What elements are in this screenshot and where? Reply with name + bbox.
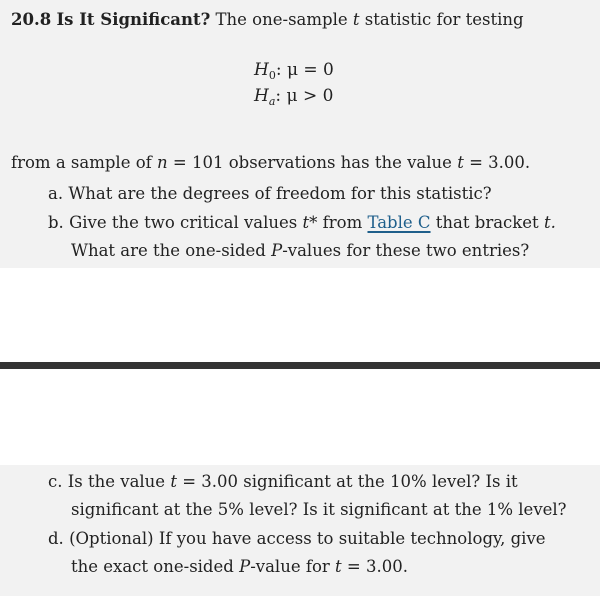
part-b-from: from bbox=[322, 213, 363, 232]
part-d-line2-mid: -value for bbox=[250, 557, 330, 576]
part-a-label: a. bbox=[48, 184, 64, 203]
h0-rest: : μ = 0 bbox=[275, 60, 334, 80]
sample-n: n bbox=[157, 153, 168, 172]
part-b-t: t. bbox=[543, 213, 556, 232]
part-c-t: t bbox=[170, 472, 177, 491]
part-d-line2-pre: the exact one-sided bbox=[71, 557, 234, 576]
problem-title: Is It Significant? bbox=[56, 10, 211, 29]
intro-t: t bbox=[352, 10, 360, 29]
part-d-label: d. bbox=[48, 529, 64, 548]
part-d-line2-post: = 3.00. bbox=[346, 557, 408, 576]
alternative-hypothesis bbox=[254, 85, 333, 109]
sample-post: = 3.00. bbox=[469, 153, 531, 172]
part-a-text: What are the degrees of freedom for this statistic? bbox=[68, 184, 492, 203]
part-c bbox=[48, 471, 518, 493]
part-b-line2 bbox=[71, 240, 529, 262]
part-b-line2-pre: What are the one-sided bbox=[71, 241, 266, 260]
part-c-pre: Is the value bbox=[67, 472, 166, 491]
sample-pre: from a sample of bbox=[11, 153, 152, 172]
intro-post: statistic for testing bbox=[364, 10, 524, 29]
sample-line bbox=[11, 152, 530, 174]
part-c-line2 bbox=[71, 499, 567, 521]
part-d-text: (Optional) If you have access to suitable technology, give bbox=[69, 529, 546, 548]
part-c-label: c. bbox=[48, 472, 63, 491]
sample-t: t bbox=[457, 153, 464, 172]
sample-mid: = 101 observations has the value bbox=[172, 153, 452, 172]
part-b-line2-post: -values for these two entries? bbox=[282, 241, 530, 260]
section-divider bbox=[0, 362, 600, 369]
part-b-label: b. bbox=[48, 213, 64, 232]
h0-var: H bbox=[254, 60, 269, 80]
ha-var: H bbox=[254, 86, 269, 106]
part-d-line2 bbox=[71, 556, 408, 578]
h0-sub: 0 bbox=[268, 69, 276, 82]
table-c-link[interactable]: Table C bbox=[367, 213, 431, 232]
part-b-post: that bracket bbox=[435, 213, 539, 232]
part-b-p: P bbox=[271, 241, 283, 260]
part-d-p: P bbox=[239, 557, 251, 576]
part-b-pre: Give the two critical values bbox=[69, 213, 298, 232]
ha-rest: : μ > 0 bbox=[275, 86, 334, 106]
part-b bbox=[48, 212, 556, 234]
part-a bbox=[48, 183, 492, 205]
part-b-tstar: t* bbox=[302, 213, 318, 232]
problem-number: 20.8 bbox=[11, 10, 52, 29]
intro-pre: The one-sample bbox=[215, 10, 348, 29]
part-d-t: t bbox=[335, 557, 342, 576]
null-hypothesis bbox=[254, 59, 334, 83]
part-c-line2-text: significant at the 5% level? Is it significant at the 1% level? bbox=[71, 500, 567, 519]
part-c-post: = 3.00 significant at the 10% level? Is it bbox=[182, 472, 518, 491]
problem-heading-line bbox=[11, 9, 524, 31]
part-d bbox=[48, 528, 546, 550]
ha-sub: a bbox=[268, 95, 276, 108]
